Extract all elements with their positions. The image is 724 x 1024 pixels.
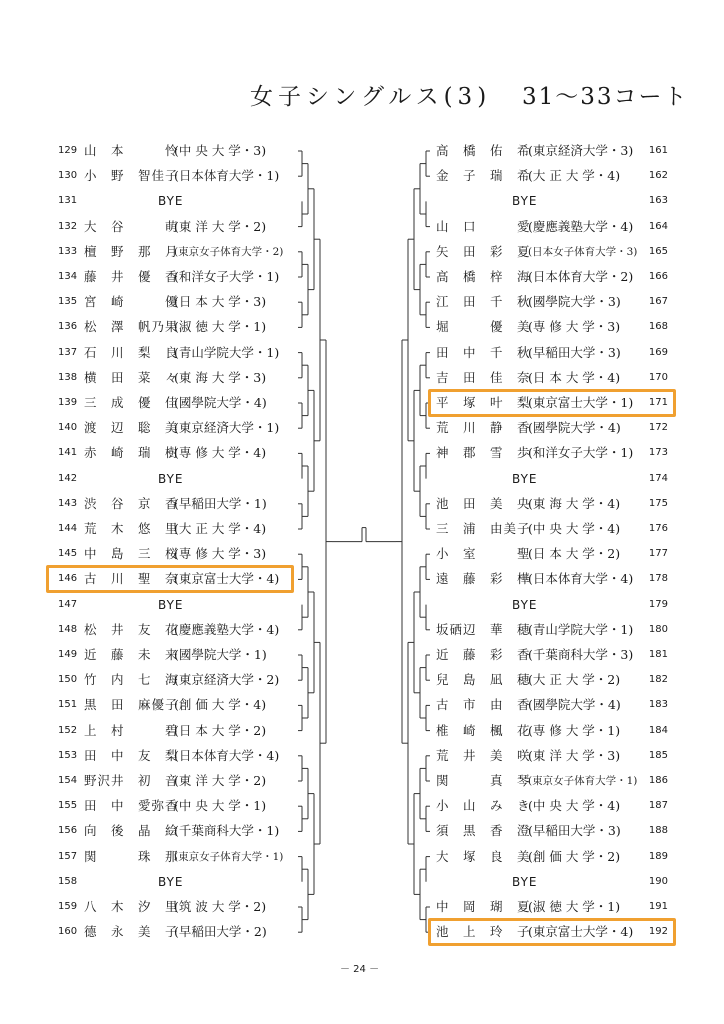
draw-entry (432, 442, 670, 464)
bye-slot: BYE (512, 597, 538, 612)
player-name: 神 郡 雪 歩 (436, 445, 531, 461)
player-name: 荒 川 静 香 (436, 420, 531, 436)
player-name: 関 珠 那 (84, 848, 179, 864)
draw-entry (432, 745, 670, 767)
player-name: 荒 井 美 咲 (436, 747, 531, 763)
draw-number: 165 (648, 245, 668, 257)
player-name: 古 市 由 香 (436, 697, 531, 713)
player-name: 高 橋 佑 希 (436, 143, 531, 158)
player-school: (日 本 大 学・2) (174, 722, 267, 738)
player-school: (國學院大学・4) (528, 697, 621, 713)
player-name: 宮 崎 優 (84, 294, 179, 310)
player-school: (東 洋 大 学・2) (174, 218, 267, 234)
draw-number: 176 (648, 523, 668, 534)
player-school: (東京富士大学・4) (174, 571, 280, 587)
player-name: 大 塚 良 美 (436, 848, 531, 864)
draw-number: 184 (648, 724, 668, 736)
player-name: 堀 優 美 (436, 319, 531, 335)
draw-number: 144 (58, 523, 78, 534)
player-name: 吉 田 佳 奈 (436, 369, 531, 385)
draw-number: 159 (58, 901, 78, 912)
draw-entry (432, 316, 670, 338)
draw-entry (56, 543, 296, 565)
player-name: 石 川 梨 良 (84, 344, 179, 360)
draw-number: 131 (58, 195, 78, 207)
player-name: 松 澤 帆乃果 (84, 319, 179, 335)
player-name: 八 木 汐 里 (84, 899, 179, 914)
player-name: 須 黒 香 澄 (436, 823, 531, 839)
draw-entry (56, 871, 296, 893)
draw-entry (432, 594, 670, 616)
player-name: 向 後 晶 絵 (84, 823, 179, 839)
draw-number: 158 (58, 875, 78, 887)
draw-entry (432, 619, 670, 641)
player-name: 矢 田 彩 夏 (436, 243, 531, 259)
draw-entry (432, 241, 670, 263)
draw-entry (432, 266, 670, 288)
draw-entry (432, 468, 670, 490)
draw-entry (56, 316, 296, 338)
player-school: (淑 徳 大 学・1) (528, 899, 621, 914)
player-name: 近 藤 彩 香 (436, 647, 531, 662)
bye-slot: BYE (158, 597, 184, 612)
player-name: 田 中 友 梨 (84, 747, 179, 763)
player-school: (淑 徳 大 学・1) (174, 319, 267, 335)
draw-entry (56, 594, 296, 616)
draw-number: 192 (648, 926, 668, 938)
player-school: (日本体育大学・2) (528, 269, 634, 284)
player-school: (東京女子体育大学・1) (174, 850, 284, 863)
draw-entry (432, 165, 670, 187)
player-name: 近 藤 未 来 (84, 647, 179, 662)
player-school: (東京経済大学・2) (174, 672, 280, 688)
draw-number: 142 (58, 472, 78, 484)
player-school: (中 央 大 学・4) (528, 521, 621, 536)
player-school: (國學院大学・1) (174, 647, 267, 662)
player-school: (創 価 大 学・4) (174, 697, 267, 713)
draw-number: 172 (648, 422, 668, 434)
draw-number: 183 (648, 699, 668, 711)
draw-number: 182 (648, 674, 668, 686)
draw-number: 181 (648, 649, 668, 660)
player-name: 関 真 琴 (436, 773, 531, 788)
player-school: (日 本 大 学・4) (528, 369, 621, 385)
draw-number: 166 (648, 271, 668, 282)
draw-entry (56, 165, 296, 187)
player-name: 遠 藤 彩 樺 (436, 571, 531, 587)
draw-entry (56, 190, 296, 212)
draw-entry (432, 518, 670, 540)
draw-entry (432, 720, 670, 742)
draw-entry (56, 291, 296, 313)
player-school: (東京経済大学・3) (528, 143, 634, 158)
player-school: (中 央 大 学・4) (528, 798, 621, 814)
draw-entry (56, 342, 296, 364)
player-name: 藤 井 優 香 (84, 269, 179, 284)
player-school: (日本体育大学・4) (174, 747, 280, 763)
draw-number: 153 (58, 749, 78, 761)
player-school: (日 本 大 学・3) (174, 294, 267, 310)
player-school: (慶應義塾大学・4) (174, 621, 280, 637)
player-school: (東京女子体育大学・2) (174, 245, 284, 258)
player-school: (早稲田大学・1) (174, 495, 267, 511)
player-school: (和洋女子大学・1) (528, 445, 634, 461)
draw-number: 136 (58, 321, 78, 333)
player-name: 椎 崎 楓 花 (436, 722, 531, 738)
draw-number: 168 (648, 321, 668, 333)
draw-number: 148 (58, 623, 78, 635)
draw-number: 186 (648, 775, 668, 786)
draw-number: 185 (648, 749, 668, 761)
player-school: (慶應義塾大学・4) (528, 218, 634, 234)
player-school: (東 洋 大 学・3) (528, 747, 621, 763)
draw-number: 145 (58, 548, 78, 560)
player-school: (創 価 大 学・2) (528, 848, 621, 864)
draw-entry (56, 417, 296, 439)
player-name: 高 橋 梓 海 (436, 269, 531, 284)
draw-entry (56, 770, 296, 792)
player-school: (東京富士大学・4) (528, 924, 634, 940)
draw-entry (432, 846, 670, 868)
draw-entry (56, 468, 296, 490)
highlight-box (428, 389, 676, 417)
player-name: 松 井 友 花 (84, 621, 179, 637)
player-school: (千葉商科大学・1) (174, 823, 280, 839)
player-school: (筑 波 大 学・2) (174, 899, 267, 914)
bye-slot: BYE (512, 194, 538, 209)
draw-entry (56, 669, 296, 691)
draw-number: 139 (58, 397, 78, 408)
player-school: (専 修 大 学・4) (174, 445, 267, 461)
draw-number: 162 (648, 170, 668, 182)
draw-entry (56, 720, 296, 742)
player-name: 荒 木 悠 里 (84, 521, 179, 536)
draw-number: 187 (648, 800, 668, 812)
draw-number: 137 (58, 346, 78, 358)
draw-number: 170 (648, 371, 668, 383)
draw-entry (56, 367, 296, 389)
player-name: 中 岡 瑚 夏 (436, 899, 531, 914)
draw-number: 152 (58, 724, 78, 736)
draw-number: 134 (58, 271, 78, 282)
player-name: 田 中 千 秋 (436, 344, 531, 360)
draw-entry (432, 694, 670, 716)
draw-entry (56, 846, 296, 868)
player-school: (大 正 大 学・4) (528, 168, 621, 184)
draw-number: 132 (58, 220, 78, 232)
draw-entry (56, 216, 296, 238)
draw-entry (56, 745, 296, 767)
player-school: (東 洋 大 学・2) (174, 773, 267, 788)
bye-slot: BYE (512, 874, 538, 889)
player-school: (日本女子体育大学・3) (528, 245, 638, 258)
draw-number: 177 (648, 548, 668, 560)
player-school: (青山学院大学・1) (528, 621, 634, 637)
draw-entry (432, 770, 670, 792)
draw-entry (56, 442, 296, 464)
player-name: 野沢井 初 音 (84, 773, 179, 788)
player-name: 坂硒辺 華 穂 (436, 621, 531, 637)
draw-number: 140 (58, 422, 78, 434)
player-school: (大 正 大 学・4) (174, 521, 267, 536)
draw-number: 141 (58, 447, 78, 459)
draw-entry (432, 568, 670, 590)
player-name: 小 山 み き (436, 798, 531, 814)
draw-entry (432, 417, 670, 439)
player-school: (専 修 大 学・3) (528, 319, 621, 335)
player-school: (國學院大学・3) (528, 294, 621, 310)
draw-number: 174 (648, 472, 668, 484)
player-school: (和洋女子大学・1) (174, 269, 280, 284)
player-name: 檀 野 那 月 (84, 243, 179, 259)
draw-entry (432, 140, 670, 162)
draw-number: 135 (58, 296, 78, 308)
player-name: 兒 島 凪 穂 (436, 672, 531, 688)
player-name: 上 村 碧 (84, 722, 179, 738)
draw-number: 157 (58, 850, 78, 862)
draw-number: 180 (648, 623, 668, 635)
draw-number: 130 (58, 170, 78, 182)
player-name: 池 上 玲 子 (436, 924, 531, 940)
draw-number: 169 (648, 346, 668, 358)
player-school: (東京経済大学・1) (174, 420, 280, 436)
draw-entry (56, 266, 296, 288)
draw-entry (432, 216, 670, 238)
player-name: 赤 崎 瑞 樹 (84, 445, 179, 461)
draw-entry (432, 342, 670, 364)
page-title: 女子シングルス(3) (250, 84, 492, 110)
draw-number: 179 (648, 598, 668, 610)
highlight-box (428, 918, 676, 946)
player-name: 渡 辺 聡 美 (84, 420, 179, 436)
draw-entry (432, 291, 670, 313)
draw-number: 189 (648, 850, 668, 862)
player-name: 大 谷 萌 (84, 218, 179, 234)
draw-entry (56, 140, 296, 162)
draw-entry (432, 190, 670, 212)
court-range: 31〜33コート (522, 84, 689, 110)
player-name: 古 川 聖 奈 (84, 571, 179, 587)
draw-entry (56, 619, 296, 641)
draw-number: 146 (58, 573, 78, 585)
draw-entry (432, 543, 670, 565)
draw-number: 154 (58, 775, 78, 786)
draw-number: 155 (58, 800, 78, 812)
player-name: 竹 内 七 海 (84, 672, 179, 688)
player-school: (東京女子体育大学・1) (528, 775, 638, 787)
draw-number: 175 (648, 497, 668, 509)
draw-entry (56, 694, 296, 716)
player-school: (國學院大学・4) (528, 420, 621, 436)
player-school: (東 海 大 学・4) (528, 495, 621, 511)
player-school: (日本体育大学・1) (174, 168, 280, 184)
player-school: (青山学院大学・1) (174, 344, 280, 360)
player-name: 小 室 聖 (436, 546, 531, 562)
player-name: 德 永 美 子 (84, 924, 179, 940)
draw-number: 151 (58, 699, 78, 711)
player-school: (日 本 大 学・2) (528, 546, 621, 562)
draw-number: 173 (648, 447, 668, 459)
draw-number: 178 (648, 573, 668, 585)
player-name: 田 中 愛弥香 (84, 798, 179, 814)
player-name: 中 島 三 桜 (84, 546, 179, 562)
draw-number: 156 (58, 825, 78, 837)
draw-number: 163 (648, 195, 668, 207)
draw-number: 133 (58, 245, 78, 257)
draw-number: 191 (648, 901, 668, 912)
draw-entry (56, 896, 296, 918)
draw-number: 161 (648, 145, 668, 156)
bye-slot: BYE (158, 194, 184, 209)
player-name: 小 野 智佳子 (84, 168, 179, 184)
player-name: 平 塚 叶 梨 (436, 395, 531, 410)
draw-number: 147 (58, 598, 78, 610)
draw-entry (56, 921, 296, 943)
draw-number: 164 (648, 220, 668, 232)
draw-entry (56, 518, 296, 540)
draw-entry (56, 795, 296, 817)
player-name: 池 田 美 央 (436, 495, 531, 511)
draw-entry (56, 241, 296, 263)
draw-entry (56, 644, 296, 666)
player-school: (早稲田大学・3) (528, 823, 621, 839)
draw-number: 149 (58, 649, 78, 660)
draw-entry (56, 392, 296, 414)
player-name: 横 田 菜 々 (84, 369, 179, 385)
draw-number: 188 (648, 825, 668, 837)
draw-entry (432, 644, 670, 666)
player-school: (千葉商科大学・3) (528, 647, 634, 662)
player-name: 三 成 優 佳 (84, 395, 179, 410)
player-school: (大 正 大 学・2) (528, 672, 621, 688)
player-name: 金 子 瑞 希 (436, 168, 531, 184)
player-name: 三 浦 由美子 (436, 521, 531, 536)
player-name: 山 口 愛 (436, 218, 531, 234)
player-name: 山 本 怜 (84, 143, 179, 158)
draw-number: 160 (58, 926, 78, 938)
player-school: (早稲田大学・2) (174, 924, 267, 940)
draw-entry (56, 820, 296, 842)
draw-number: 143 (58, 497, 78, 509)
bye-slot: BYE (158, 874, 184, 889)
page-number: － 24 － (340, 964, 380, 975)
draw-entry (432, 896, 670, 918)
draw-number: 167 (648, 296, 668, 308)
draw-number: 171 (648, 397, 668, 408)
player-school: (中 央 大 学・3) (174, 143, 267, 158)
player-school: (國學院大学・4) (174, 395, 267, 410)
player-school: (中 央 大 学・1) (174, 798, 267, 814)
draw-number: 138 (58, 371, 78, 383)
draw-entry (432, 669, 670, 691)
bye-slot: BYE (512, 471, 538, 486)
player-name: 江 田 千 秋 (436, 294, 531, 310)
draw-entry (432, 493, 670, 515)
highlight-box (46, 565, 294, 593)
draw-entry (432, 795, 670, 817)
player-school: (早稲田大学・3) (528, 344, 621, 360)
draw-entry (432, 871, 670, 893)
draw-number: 190 (648, 875, 668, 887)
player-school: (専 修 大 学・1) (528, 722, 621, 738)
player-school: (専 修 大 学・3) (174, 546, 267, 562)
player-school: (東京富士大学・1) (528, 395, 634, 410)
draw-entry (432, 820, 670, 842)
draw-entry (56, 493, 296, 515)
player-school: (日本体育大学・4) (528, 571, 634, 587)
draw-number: 129 (58, 145, 78, 156)
player-name: 黒 田 麻優子 (84, 697, 179, 713)
bye-slot: BYE (158, 471, 184, 486)
player-name: 渋 谷 京 香 (84, 495, 179, 511)
draw-entry (432, 367, 670, 389)
player-school: (東 海 大 学・3) (174, 369, 267, 385)
draw-number: 150 (58, 674, 78, 686)
